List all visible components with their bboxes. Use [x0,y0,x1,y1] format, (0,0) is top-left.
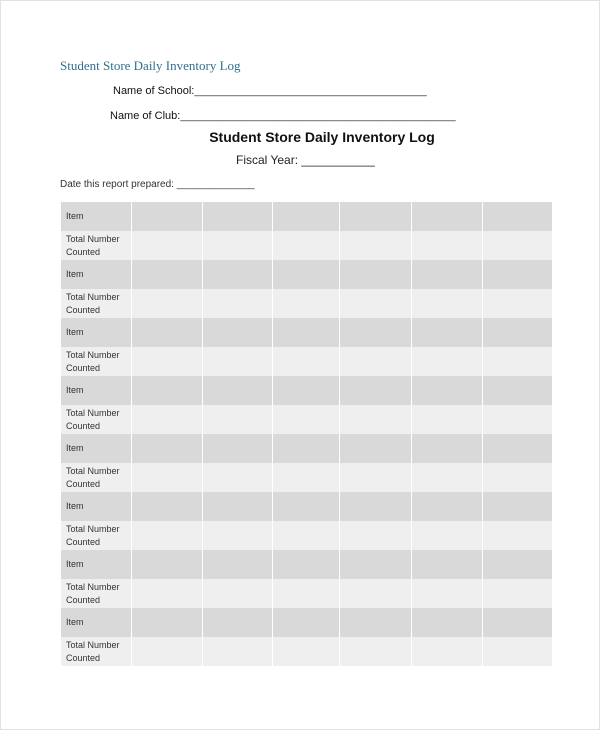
count-cell[interactable] [132,637,203,666]
item-cell[interactable] [203,434,273,463]
item-cell[interactable] [412,608,483,637]
item-cell[interactable] [132,434,203,463]
date-prepared-blank[interactable]: ______________ [176,179,255,190]
count-cell[interactable] [273,289,340,318]
item-cell[interactable] [273,202,340,231]
item-cell[interactable] [340,376,412,405]
count-cell[interactable] [273,231,340,260]
item-cell[interactable] [132,202,203,231]
item-cell[interactable] [132,608,203,637]
fiscal-year-field [236,153,375,167]
item-cell[interactable] [483,434,553,463]
document-title: Student Store Daily Inventory Log [60,58,241,73]
count-label [61,521,132,550]
item-cell[interactable] [412,492,483,521]
item-cell[interactable] [483,318,553,347]
item-label: Item [61,202,132,231]
count-cell[interactable] [412,231,483,260]
item-cell[interactable] [483,492,553,521]
item-cell[interactable] [203,318,273,347]
count-row [61,521,553,550]
count-label [61,405,132,434]
count-label [61,463,132,492]
item-cell[interactable] [340,492,412,521]
count-label-line2: Counted [66,304,101,315]
count-cell[interactable] [340,463,412,492]
club-name-field [110,110,456,122]
count-label-line1: Total Number [66,465,120,476]
count-cell[interactable] [340,579,412,608]
item-cell[interactable] [483,608,553,637]
count-cell[interactable] [412,463,483,492]
count-cell[interactable] [340,231,412,260]
item-cell[interactable] [412,260,483,289]
item-cell[interactable] [203,608,273,637]
item-cell[interactable] [203,492,273,521]
item-cell[interactable] [132,260,203,289]
item-cell[interactable] [483,550,553,579]
count-cell[interactable] [412,289,483,318]
item-row [61,492,553,521]
item-cell[interactable] [273,434,340,463]
count-cell[interactable] [340,347,412,376]
item-row [61,260,553,289]
fiscal-year-label: Fiscal Year: [236,153,299,167]
item-cell[interactable] [203,260,273,289]
fiscal-year-blank[interactable]: ___________ [301,153,375,167]
count-cell[interactable] [412,579,483,608]
count-cell[interactable] [203,637,273,666]
count-label-line2: Counted [66,362,101,373]
count-cell[interactable] [203,347,273,376]
club-name-blank[interactable]: _____________________________________________ [180,110,456,122]
item-row [61,608,553,637]
item-label: Item [61,434,132,463]
item-cell[interactable] [340,318,412,347]
item-cell[interactable] [412,376,483,405]
count-cell[interactable] [132,289,203,318]
count-cell[interactable] [412,637,483,666]
item-cell[interactable] [340,608,412,637]
item-cell[interactable] [132,492,203,521]
item-cell[interactable] [273,550,340,579]
item-cell[interactable] [203,550,273,579]
count-label-line2: Counted [66,246,101,257]
item-row [61,202,553,231]
count-label-line1: Total Number [66,349,120,360]
school-name-label: Name of School: [113,85,195,97]
count-label-line2: Counted [66,478,101,489]
item-label: Item [61,376,132,405]
item-cell[interactable] [273,492,340,521]
count-cell[interactable] [203,231,273,260]
count-label-line1: Total Number [66,581,120,592]
item-cell[interactable] [483,376,553,405]
item-cell[interactable] [412,550,483,579]
item-cell[interactable] [483,260,553,289]
count-cell[interactable] [273,637,340,666]
count-label [61,289,132,318]
count-label [61,579,132,608]
count-row [61,637,553,666]
count-row [61,289,553,318]
count-cell[interactable] [483,347,553,376]
count-cell[interactable] [132,405,203,434]
count-label-line1: Total Number [66,639,120,650]
count-cell[interactable] [483,405,553,434]
item-cell[interactable] [273,260,340,289]
count-cell[interactable] [132,463,203,492]
item-cell[interactable] [340,550,412,579]
item-cell[interactable] [273,608,340,637]
count-cell[interactable] [132,579,203,608]
count-cell[interactable] [203,579,273,608]
count-row [61,463,553,492]
count-cell[interactable] [340,521,412,550]
item-label: Item [61,492,132,521]
count-cell[interactable] [483,637,553,666]
item-cell[interactable] [132,550,203,579]
count-cell[interactable] [273,521,340,550]
count-cell[interactable] [273,463,340,492]
count-row [61,405,553,434]
count-row [61,231,553,260]
count-cell[interactable] [340,637,412,666]
count-label-line2: Counted [66,420,101,431]
item-cell[interactable] [340,202,412,231]
count-cell[interactable] [483,579,553,608]
item-row [61,550,553,579]
count-cell[interactable] [483,289,553,318]
item-row [61,434,553,463]
count-label [61,231,132,260]
count-cell[interactable] [132,231,203,260]
count-label-line2: Counted [66,652,101,663]
log-heading: Student Store Daily Inventory Log [209,129,435,145]
count-cell[interactable] [483,521,553,550]
count-cell[interactable] [203,521,273,550]
count-cell[interactable] [483,231,553,260]
inventory-table [60,202,553,666]
item-cell[interactable] [412,434,483,463]
count-cell[interactable] [483,463,553,492]
item-label: Item [61,550,132,579]
item-label: Item [61,260,132,289]
count-label-line1: Total Number [66,291,120,302]
count-label-line2: Counted [66,536,101,547]
count-cell[interactable] [412,521,483,550]
item-cell[interactable] [412,318,483,347]
count-cell[interactable] [273,579,340,608]
item-row [61,318,553,347]
date-prepared-field [60,179,255,190]
count-label-line1: Total Number [66,233,120,244]
count-label-line1: Total Number [66,523,120,534]
item-label: Item [61,608,132,637]
count-cell[interactable] [340,405,412,434]
club-name-label: Name of Club: [110,110,181,122]
count-cell[interactable] [273,405,340,434]
count-label [61,347,132,376]
item-cell[interactable] [273,318,340,347]
item-cell[interactable] [203,202,273,231]
school-name-field [113,85,427,97]
item-row [61,376,553,405]
item-cell[interactable] [132,376,203,405]
item-cell[interactable] [203,376,273,405]
item-cell[interactable] [340,260,412,289]
count-label-line1: Total Number [66,407,120,418]
count-cell[interactable] [412,405,483,434]
count-row [61,579,553,608]
item-label: Item [61,318,132,347]
item-cell[interactable] [273,376,340,405]
count-cell[interactable] [203,289,273,318]
count-cell[interactable] [132,347,203,376]
item-cell[interactable] [340,434,412,463]
count-row [61,347,553,376]
school-name-blank[interactable]: ______________________________________ [194,85,427,97]
count-cell[interactable] [412,347,483,376]
count-cell[interactable] [132,521,203,550]
item-cell[interactable] [483,202,553,231]
count-cell[interactable] [340,289,412,318]
count-cell[interactable] [203,463,273,492]
count-cell[interactable] [273,347,340,376]
item-cell[interactable] [412,202,483,231]
count-label-line2: Counted [66,594,101,605]
item-cell[interactable] [132,318,203,347]
count-label [61,637,132,666]
count-cell[interactable] [203,405,273,434]
date-prepared-label: Date this report prepared: [60,179,174,190]
